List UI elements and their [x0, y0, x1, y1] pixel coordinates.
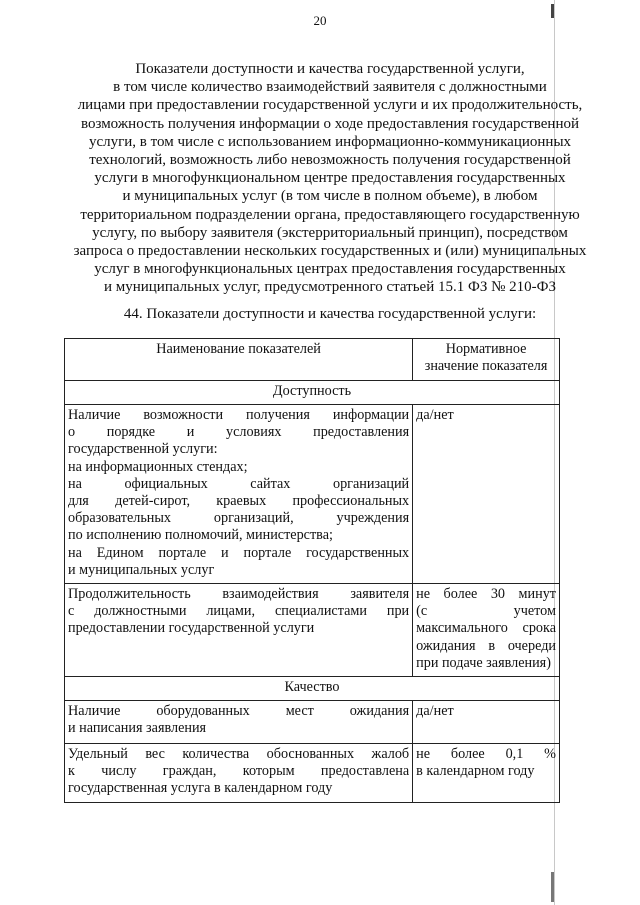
cell-line: и написания заявления [68, 720, 207, 737]
heading-line: услуг в многофункциональных центрах предоставления государственных [94, 261, 566, 278]
cell-line: Продолжительность взаимодействия заявителя [68, 586, 410, 602]
cell-line: на Едином портале и портале государственных [68, 544, 410, 561]
scan-mark-bottom [551, 872, 554, 902]
cell-line: с должностными лицами, специалистами при [68, 603, 410, 620]
heading-line: в том числе количество взаимодействий заявителя с должностными [113, 79, 547, 96]
cell-line: да/нет [416, 407, 454, 423]
table-row [65, 744, 560, 803]
table-header-row [65, 339, 560, 381]
cell-line: Удельный вес количества обоснованных жалоб [68, 746, 410, 762]
cell-line: ожидания в очереди [416, 637, 556, 654]
cell-line: Наличие возможности получения информации [68, 407, 410, 423]
cell-line: не более 30 минут [416, 586, 556, 602]
indicator-name-cell [65, 701, 413, 744]
heading-line: запроса о предоставлении нескольких государственных и (или) муниципальных [73, 243, 587, 260]
indicator-value-cell [413, 701, 560, 744]
cell-line: для детей-сирот, краевых профессиональных [68, 493, 410, 510]
cell-line: государственная услуга в календарном году [68, 780, 333, 797]
header-norm-line: значение показателя [424, 358, 548, 375]
table-row [65, 405, 560, 584]
cell-line: к числу граждан, которым предоставлена [68, 763, 410, 780]
cell-line: при подаче заявления) [416, 654, 551, 671]
cell-line: по исполнению полномочий, министерства; [68, 527, 333, 544]
heading-line: Показатели доступности и качества государственной услуги, [135, 61, 525, 77]
cell-line: в календарном году [416, 763, 535, 780]
cell-line: на официальных сайтах организаций [68, 475, 410, 492]
indicator-value-cell [413, 744, 560, 803]
heading-line: технологий, возможность либо невозможность получения государственной [89, 152, 571, 169]
heading-line: и муниципальных услуг, предусмотренного статьей 15.1 ФЗ № 210-ФЗ [103, 279, 557, 296]
heading-line: услуги, в том числе с использованием информационно-коммуникационных [88, 133, 572, 150]
header-name-cell: Наименование показателей [65, 339, 413, 381]
section-intro: 44. Показатели доступности и качества государственной услуги: [123, 306, 537, 322]
group-title: Качество [65, 677, 560, 701]
heading-line: услуги в многофункциональном центре предоставления государственных [94, 170, 566, 187]
header-norm-cell [413, 339, 560, 381]
indicator-name-cell [65, 405, 413, 584]
cell-line: Наличие оборудованных мест ожидания [68, 703, 410, 719]
indicator-value-cell [413, 584, 560, 677]
heading-line: возможность получения информации о ходе предоставления государственной [81, 115, 579, 132]
heading-line: и муниципальных услуг (в том числе в полном объеме), в любом [122, 188, 538, 205]
group-row-quality [65, 677, 560, 701]
group-row-availability [65, 381, 560, 405]
page-number: 20 [313, 13, 327, 28]
cell-line: государственной услуги: [68, 441, 218, 458]
cell-line: (с учетом [416, 603, 556, 620]
cell-line: и муниципальных услуг [68, 561, 215, 578]
cell-line: о порядке и условиях предоставления [68, 424, 410, 441]
cell-line: предоставлении государственной услуги [68, 620, 315, 637]
section-heading [50, 60, 610, 297]
group-title: Доступность [65, 381, 560, 405]
cell-line: на информационных стендах; [68, 458, 248, 475]
heading-line: лицами при предоставлении государственной услуги и их продолжительность, [77, 97, 583, 114]
table-row [65, 584, 560, 677]
cell-line: максимального срока [416, 620, 556, 637]
indicator-name-cell [65, 744, 413, 803]
indicator-value-cell [413, 405, 560, 584]
heading-line: услугу, по выбору заявителя (экстерриториальный принцип), посредством [92, 224, 568, 241]
heading-line: территориальном подразделении органа, предоставляющего государственную [80, 206, 580, 223]
cell-line: да/нет [416, 703, 454, 719]
table-row [65, 701, 560, 744]
cell-line: не более 0,1 % [416, 746, 556, 762]
header-norm-line: Нормативное [445, 341, 527, 357]
indicators-table [64, 338, 560, 803]
indicator-name-cell [65, 584, 413, 677]
cell-line: образовательных организаций, учреждения [68, 510, 410, 527]
